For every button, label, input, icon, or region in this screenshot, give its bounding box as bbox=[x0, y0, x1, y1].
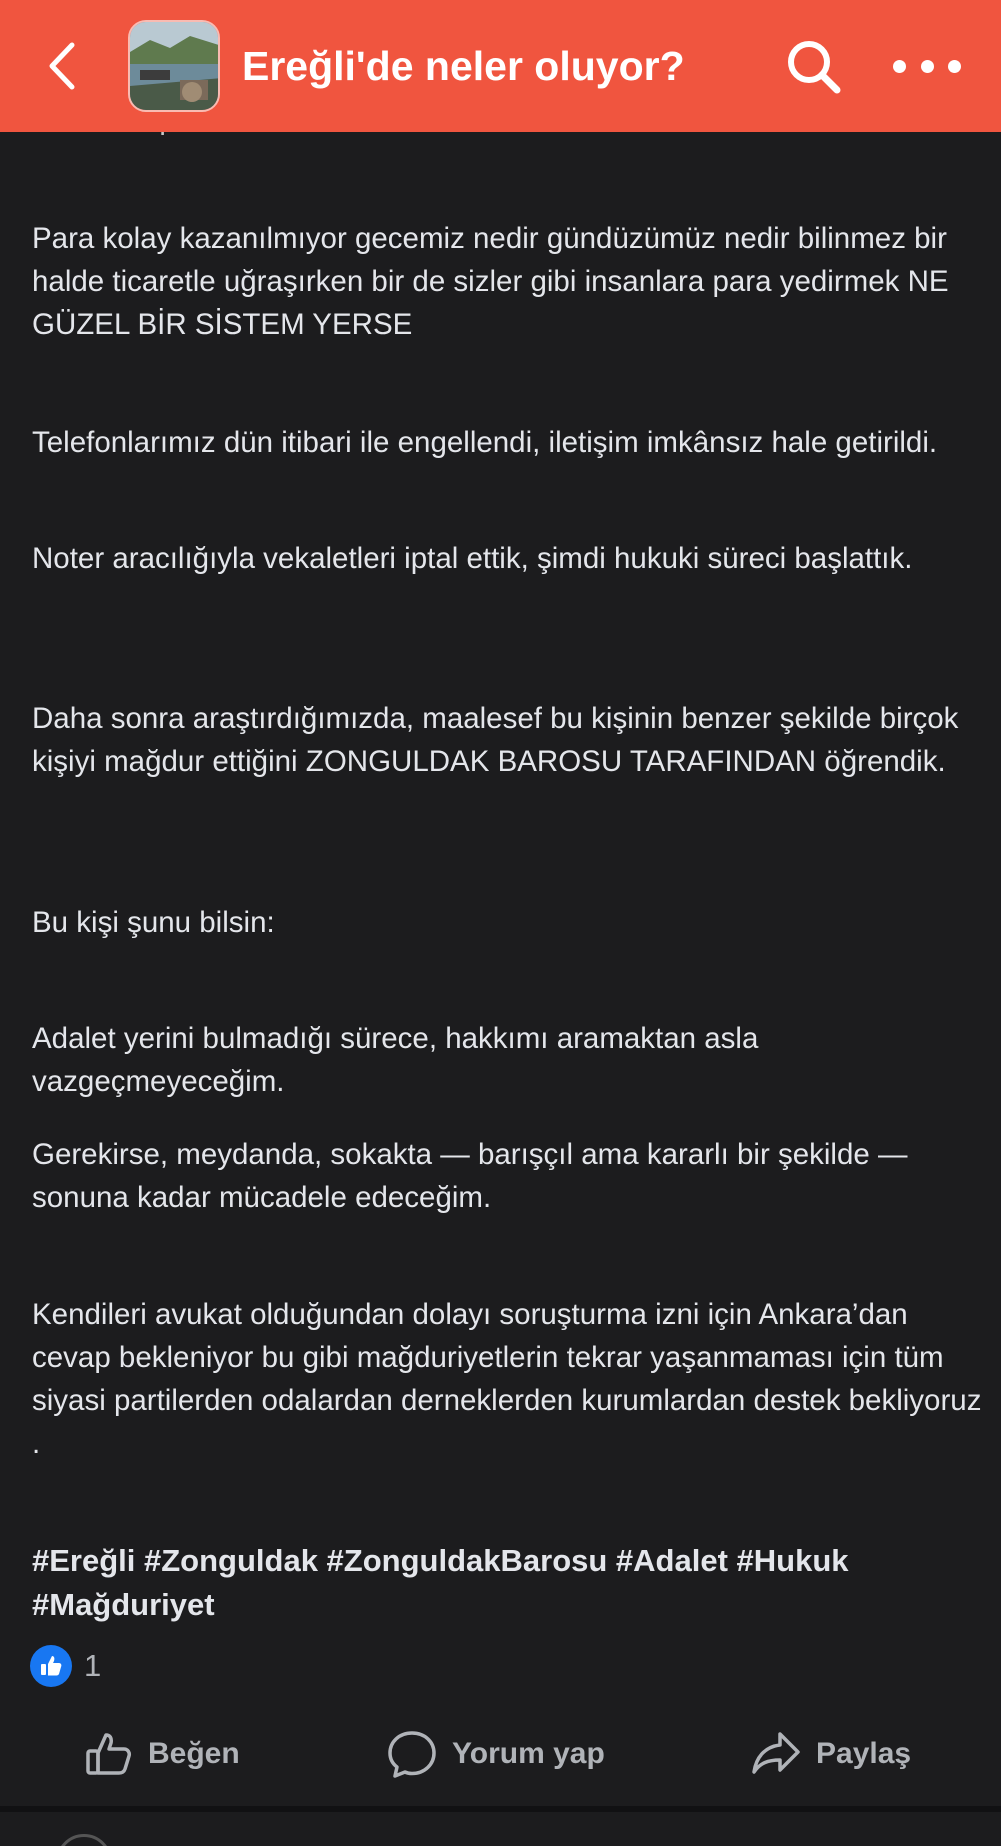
search-button[interactable] bbox=[783, 36, 845, 98]
reaction-count: 1 bbox=[84, 1648, 102, 1683]
avatar[interactable] bbox=[56, 1834, 112, 1846]
comment-bubble-icon bbox=[386, 1728, 438, 1780]
comment-label: Yorum yap bbox=[452, 1737, 605, 1770]
post-paragraph: Adalet yerini bulmadığı sürece, hakkımı aramaktan asla vazgeçmeyeceğim. bbox=[32, 1022, 759, 1098]
like-button[interactable] bbox=[84, 1724, 240, 1784]
like-reaction-icon bbox=[30, 1645, 72, 1687]
share-arrow-icon bbox=[750, 1730, 802, 1778]
harbor-photo bbox=[130, 22, 220, 112]
post-paragraph: Gerekirse, meydanda, sokakta — barışçıl ama kararlı bir şekilde — sonuna kadar mücadele edeceğim. bbox=[32, 1138, 908, 1214]
share-button[interactable] bbox=[750, 1724, 911, 1784]
post-divider bbox=[0, 1806, 1001, 1812]
more-icon-dot bbox=[893, 60, 906, 73]
post-paragraph: Para kolay kazanılmıyor gecemiz nedir gündüzümüz nedir bilinmez bir halde ticaretle uğraşırken bir de sizler gibi insanlara para yedirmek NE GÜZEL BİR SİSTEM YERSE bbox=[32, 222, 949, 341]
more-options-button[interactable] bbox=[893, 44, 961, 88]
chevron-left-icon bbox=[46, 41, 76, 91]
post-action-bar bbox=[0, 1724, 1001, 1784]
reaction-summary[interactable] bbox=[30, 1644, 101, 1688]
group-title[interactable]: Ereğli'de neler oluyor? bbox=[242, 43, 685, 89]
post-hashtags[interactable]: #Ereğli #Zonguldak #ZonguldakBarosu #Adalet #Hukuk #Mağduriyet bbox=[32, 1543, 849, 1622]
more-icon-dot bbox=[948, 60, 961, 73]
back-button[interactable] bbox=[36, 36, 86, 96]
post-paragraph: Telefonlarımız dün itibari ile engellendi, iletişim imkânsız hale getirildi. bbox=[32, 426, 938, 459]
thumbs-up-icon bbox=[84, 1729, 134, 1779]
post-paragraph: Noter aracılığıyla vekaletleri iptal ettik, şimdi hukuki süreci başlattık. bbox=[32, 542, 913, 575]
comment-button[interactable] bbox=[386, 1724, 605, 1784]
like-label: Beğen bbox=[148, 1737, 240, 1770]
share-label: Paylaş bbox=[816, 1737, 912, 1770]
search-icon bbox=[783, 36, 845, 98]
more-icon-dot bbox=[921, 60, 934, 73]
group-cover-thumbnail[interactable] bbox=[128, 20, 220, 112]
group-header bbox=[0, 0, 1001, 132]
post-paragraph: Daha sonra araştırdığımızda, maalesef bu kişinin benzer şekilde birçok kişiyi mağdur ettiğini ZONGULDAK BAROSU TARAFINDAN öğrendik. bbox=[32, 702, 959, 778]
post-paragraph: Bu kişi şunu bilsin: bbox=[32, 906, 275, 939]
post-paragraph: Kendileri avukat olduğundan dolayı soruşturma izni için Ankara’dan cevap bekleniyor bu gibi mağduriyetlerin tekrar yaşanmaması için tüm siyasi partilerden odalardan derneklerden kurumlardan destek bekliyoruz . bbox=[32, 1298, 982, 1460]
